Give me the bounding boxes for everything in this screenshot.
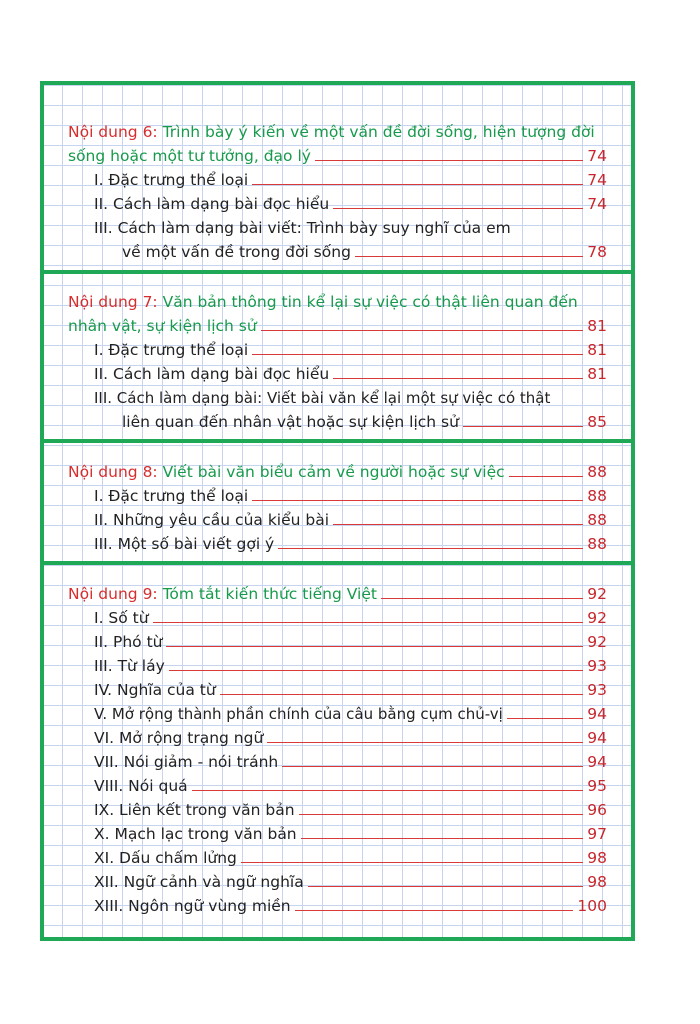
section-divider bbox=[44, 439, 631, 443]
leader-line bbox=[315, 160, 583, 161]
toc-entry[interactable] bbox=[94, 892, 607, 916]
toc-entry[interactable] bbox=[94, 360, 607, 384]
page-number: 74 bbox=[587, 195, 607, 213]
page-number: 78 bbox=[587, 243, 607, 261]
entry-text: VIII. Nói quá bbox=[94, 777, 188, 795]
entry-text: I. Đặc trưng thể loại bbox=[94, 171, 249, 189]
section-7-title-line2[interactable] bbox=[68, 312, 607, 336]
page-number: 98 bbox=[587, 849, 607, 867]
leader-line bbox=[252, 500, 583, 501]
section-title-cont: nhân vật, sự kiện lịch sử bbox=[68, 317, 257, 335]
toc-frame bbox=[40, 81, 635, 941]
leader-line bbox=[153, 622, 584, 623]
entry-text: I. Đặc trưng thể loại bbox=[94, 487, 249, 505]
toc-entry[interactable] bbox=[94, 844, 607, 868]
section-title: Tóm tắt kiến thức tiếng Việt bbox=[162, 585, 377, 603]
page-number: 93 bbox=[587, 681, 607, 699]
page-number: 92 bbox=[587, 609, 607, 627]
page-number: 81 bbox=[587, 365, 607, 383]
entry-text: III. Từ láy bbox=[94, 657, 165, 675]
section-6-title-line1[interactable] bbox=[68, 118, 607, 142]
leader-line bbox=[252, 354, 583, 355]
toc-entry[interactable] bbox=[94, 820, 607, 844]
page-number: 74 bbox=[587, 171, 607, 189]
leader-line bbox=[261, 330, 584, 331]
toc-entry[interactable] bbox=[94, 482, 607, 506]
page-number: 98 bbox=[587, 873, 607, 891]
leader-line bbox=[241, 862, 583, 863]
leader-line bbox=[333, 378, 583, 379]
leader-line bbox=[333, 524, 583, 525]
page-number: 88 bbox=[587, 487, 607, 505]
toc-entry[interactable] bbox=[94, 748, 607, 772]
page-number: 97 bbox=[587, 825, 607, 843]
toc-entry[interactable] bbox=[94, 506, 607, 530]
page-number: 88 bbox=[587, 463, 607, 481]
entry-text: VII. Nói giảm - nói tránh bbox=[94, 753, 279, 771]
toc-entry[interactable] bbox=[94, 336, 607, 360]
entry-text: III. Cách làm dạng bài: Viết bài văn kể lại một sự việc có thật bbox=[94, 389, 551, 407]
page-number: 93 bbox=[587, 657, 607, 675]
entry-text: XII. Ngữ cảnh và ngữ nghĩa bbox=[94, 873, 304, 891]
entry-text: X. Mạch lạc trong văn bản bbox=[94, 825, 297, 843]
toc-entry[interactable] bbox=[94, 772, 607, 796]
leader-line bbox=[355, 256, 583, 257]
leader-line bbox=[333, 208, 583, 209]
section-6-title-line2[interactable] bbox=[68, 142, 607, 166]
section-label: Nội dung 6: bbox=[68, 123, 158, 141]
page-number: 95 bbox=[587, 777, 607, 795]
page-number: 81 bbox=[587, 317, 607, 335]
toc-entry[interactable] bbox=[94, 652, 607, 676]
leader-line bbox=[192, 790, 584, 791]
toc-entry[interactable] bbox=[94, 214, 607, 238]
toc-entry[interactable] bbox=[94, 724, 607, 748]
toc-entry[interactable] bbox=[94, 166, 607, 190]
leader-line bbox=[509, 476, 584, 477]
entry-text: IV. Nghĩa của từ bbox=[94, 681, 216, 699]
section-7-title-line1[interactable] bbox=[68, 288, 607, 312]
entry-text-cont: liên quan đến nhân vật hoặc sự kiện lịch sử bbox=[122, 413, 459, 431]
toc-entry[interactable] bbox=[94, 190, 607, 214]
section-label: Nội dung 7: bbox=[68, 293, 158, 311]
page-number: 88 bbox=[587, 511, 607, 529]
leader-line bbox=[299, 814, 584, 815]
leader-line bbox=[295, 910, 574, 911]
entry-text: II. Những yêu cầu của kiểu bài bbox=[94, 511, 330, 529]
entry-text: VI. Mở rộng trạng ngữ bbox=[94, 729, 264, 747]
page-number: 94 bbox=[587, 753, 607, 771]
toc-entry[interactable] bbox=[94, 676, 607, 700]
page-number: 94 bbox=[587, 729, 607, 747]
section-title: Viết bài văn biểu cảm về người hoặc sự việc bbox=[162, 463, 505, 481]
leader-line bbox=[267, 742, 583, 743]
section-8-title[interactable] bbox=[68, 458, 607, 482]
toc-entry[interactable] bbox=[94, 700, 607, 724]
toc-entry-cont[interactable] bbox=[122, 408, 607, 432]
toc-entry[interactable] bbox=[94, 868, 607, 892]
entry-text: I. Đặc trưng thể loại bbox=[94, 341, 249, 359]
entry-text: I. Số từ bbox=[94, 609, 149, 627]
page-number: 96 bbox=[587, 801, 607, 819]
entry-text: IX. Liên kết trong văn bản bbox=[94, 801, 295, 819]
section-divider bbox=[44, 270, 631, 274]
leader-line bbox=[252, 184, 583, 185]
leader-line bbox=[278, 548, 583, 549]
leader-line bbox=[220, 694, 584, 695]
entry-text: II. Phó từ bbox=[94, 633, 163, 651]
section-label: Nội dung 9: bbox=[68, 585, 158, 603]
section-title-cont: sống hoặc một tư tưởng, đạo lý bbox=[68, 147, 311, 165]
entry-text: XIII. Ngôn ngữ vùng miền bbox=[94, 897, 291, 915]
section-divider bbox=[44, 561, 631, 565]
section-label: Nội dung 8: bbox=[68, 463, 158, 481]
section-title: Văn bản thông tin kể lại sự việc có thật liên quan đến bbox=[162, 293, 578, 311]
entry-text: III. Cách làm dạng bài viết: Trình bày suy nghĩ của em bbox=[94, 219, 511, 237]
section-title: Trình bày ý kiến về một vấn đề đời sống, hiện tượng đời bbox=[162, 123, 595, 141]
leader-line bbox=[507, 718, 583, 719]
leader-line bbox=[308, 886, 584, 887]
page-number: 92 bbox=[587, 633, 607, 651]
entry-text: II. Cách làm dạng bài đọc hiểu bbox=[94, 365, 330, 383]
toc-entry[interactable] bbox=[94, 384, 607, 408]
page-number: 100 bbox=[577, 897, 607, 915]
page-number: 81 bbox=[587, 341, 607, 359]
page-number: 74 bbox=[587, 147, 607, 165]
leader-line bbox=[463, 426, 583, 427]
toc-entry[interactable] bbox=[94, 604, 607, 628]
leader-line bbox=[282, 766, 583, 767]
toc-entry[interactable] bbox=[94, 628, 607, 652]
toc-entry[interactable] bbox=[94, 796, 607, 820]
toc-entry-cont[interactable] bbox=[122, 238, 607, 262]
entry-text: XI. Dấu chấm lửng bbox=[94, 849, 237, 867]
leader-line bbox=[301, 838, 584, 839]
page-number: 85 bbox=[587, 413, 607, 431]
entry-text: V. Mở rộng thành phần chính của câu bằng cụm chủ-vị bbox=[94, 705, 503, 723]
page-number: 92 bbox=[587, 585, 607, 603]
toc-entry[interactable] bbox=[94, 530, 607, 554]
entry-text-cont: về một vấn đề trong đời sống bbox=[122, 243, 351, 261]
page-number: 88 bbox=[587, 535, 607, 553]
leader-line bbox=[166, 646, 583, 647]
section-9-title[interactable] bbox=[68, 580, 607, 604]
entry-text: II. Cách làm dạng bài đọc hiểu bbox=[94, 195, 330, 213]
leader-line bbox=[381, 598, 583, 599]
leader-line bbox=[169, 670, 584, 671]
page-number: 94 bbox=[587, 705, 607, 723]
entry-text: III. Một số bài viết gợi ý bbox=[94, 535, 275, 553]
